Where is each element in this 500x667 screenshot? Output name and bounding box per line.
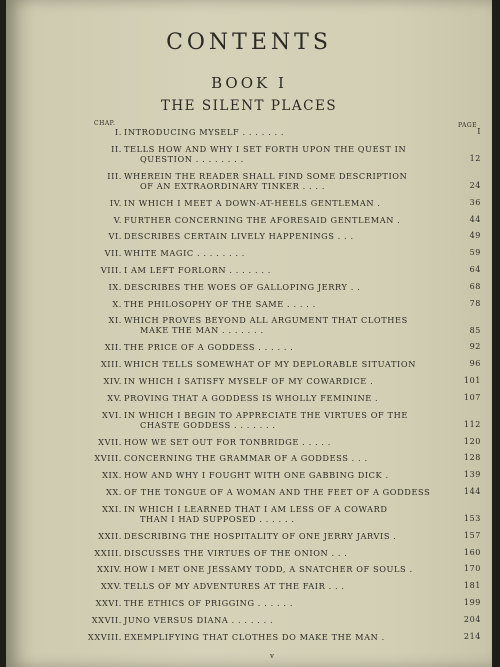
chapter-number: XVIII.	[94, 453, 122, 464]
chapter-title-line: WHEREIN THE READER SHALL FIND SOME DESCRIPTION	[124, 170, 408, 181]
chapter-number: XXVIII.	[87, 631, 122, 642]
page-number: 120	[463, 436, 481, 446]
chapter-title-line: DESCRIBING THE HOSPITALITY OF ONE JERRY JARVIS .	[124, 530, 397, 541]
chapter-number: XV.	[107, 392, 122, 403]
chapter-number: V.	[113, 214, 122, 225]
chapter-title	[124, 615, 449, 625]
chapter-number: XXIII.	[94, 547, 122, 558]
chapter-title	[124, 198, 449, 208]
chapter-number: III.	[107, 170, 122, 181]
chapter-number: XXV.	[100, 581, 122, 592]
chapter-column-header: CHAP.	[94, 120, 116, 127]
chapter-title-line: HOW WE SET OUT FOR TONBRIDGE . . . . .	[124, 436, 332, 447]
chapter-title-line: IN WHICH I BEGIN TO APPRECIATE THE VIRTUES OF THE	[124, 409, 408, 420]
page-number: 157	[463, 530, 481, 540]
chapter-title	[124, 376, 449, 386]
page-number: 44	[469, 214, 481, 224]
chapter-title	[124, 437, 449, 447]
chapter-title-line: OF THE TONGUE OF A WOMAN AND THE FEET OF A GODDESS	[124, 487, 431, 497]
page-number: 49	[469, 231, 481, 241]
chapter-title	[124, 282, 449, 292]
chapter-title-line: CONCERNING THE GRAMMAR OF A GODDESS . . .	[124, 453, 368, 464]
page-number: 160	[463, 547, 481, 557]
page-number: 199	[463, 598, 481, 607]
chapter-number: VII.	[104, 248, 122, 259]
page-number: 85	[469, 325, 481, 335]
chapter-title-line: IN WHICH I MEET A DOWN-AT-HEELS GENTLEMAN .	[124, 197, 381, 208]
chapter-number: XIX.	[102, 470, 122, 481]
chapter-title	[124, 598, 449, 608]
page-number: 36	[469, 197, 481, 207]
chapter-title	[124, 231, 449, 241]
book-page	[6, 0, 492, 667]
page-number: 107	[463, 392, 481, 402]
page-number: 181	[463, 581, 481, 591]
page-column-header: PAGE	[458, 122, 477, 129]
chapter-title-line: WHICH TELLS SOMEWHAT OF MY DEPLORABLE SITUATION	[124, 359, 416, 370]
chapter-title-line: THE ETHICS OF PRIGGING . . . . . .	[124, 598, 294, 608]
page-number: 214	[463, 631, 481, 641]
chapter-title	[124, 531, 449, 541]
chapter-title	[124, 359, 449, 369]
chapter-title	[124, 342, 449, 352]
chapter-title-line: EXEMPLIFYING THAT CLOTHES DO MAKE THE MAN .	[124, 631, 385, 642]
page-number: 96	[469, 359, 481, 369]
chapter-title	[124, 171, 449, 191]
chapter-title-line: IN WHICH I LEARNED THAT I AM LESS OF A COWARD	[124, 503, 388, 514]
page-number: 128	[463, 453, 481, 463]
chapter-title-line: DESCRIBES CERTAIN LIVELY HAPPENINGS . . .	[124, 231, 354, 242]
page-number: 112	[463, 419, 481, 429]
chapter-number: XX.	[105, 487, 122, 497]
chapter-title-line: I AM LEFT FORLORN . . . . . . .	[124, 265, 271, 275]
chapter-title	[124, 410, 449, 430]
page-number: 64	[469, 265, 481, 274]
chapter-number: IV.	[109, 197, 122, 208]
page-number: 78	[469, 298, 481, 308]
page-number: 24	[469, 180, 481, 190]
chapter-title	[124, 393, 449, 403]
chapter-title-line: JUNO VERSUS DIANA . . . . . . .	[124, 614, 274, 625]
chapter-number: VIII.	[100, 265, 122, 275]
chapter-title	[124, 215, 449, 225]
chapter-number: XI.	[108, 315, 122, 326]
page-number: 12	[469, 153, 481, 163]
chapter-title-line: WHITE MAGIC . . . . . . . .	[124, 248, 246, 259]
chapter-number: VI.	[108, 231, 122, 242]
contents-title: CONTENTS	[166, 30, 332, 55]
chapter-title	[124, 453, 449, 463]
chapter-title	[124, 581, 449, 591]
chapter-title	[124, 248, 449, 258]
chapter-title	[124, 504, 449, 524]
chapter-title	[124, 548, 449, 558]
chapter-title-line: FURTHER CONCERNING THE AFORESAID GENTLEMAN .	[124, 214, 401, 225]
chapter-title-line: IN WHICH I SATISFY MYSELF OF MY COWARDICE .	[124, 376, 374, 386]
section-title: THE SILENT PLACES	[160, 98, 338, 114]
page-number: 153	[463, 513, 481, 523]
chapter-title	[124, 315, 449, 335]
chapter-number: XVI.	[102, 409, 122, 420]
chapter-title-line: DISCUSSES THE VIRTUES OF THE ONION . . .	[124, 547, 348, 558]
chapter-title-line: CHASTE GODDESS . . . . . . .	[140, 419, 276, 430]
chapter-title-line: DESCRIBES THE WOES OF GALLOPING JERRY . .	[124, 281, 361, 292]
chapter-number: II.	[111, 143, 122, 154]
chapter-title-line: THAN I HAD SUPPOSED . . . . . .	[140, 513, 295, 524]
book-heading: BOOK I	[211, 74, 287, 92]
page-number: 204	[463, 614, 481, 624]
chapter-number: XII.	[104, 342, 122, 353]
page-number: 68	[469, 281, 481, 291]
footer-mark: v	[270, 652, 274, 660]
chapter-number: XXIV.	[97, 564, 122, 575]
page-number: 144	[463, 487, 481, 496]
chapter-title	[124, 470, 449, 480]
chapter-title	[124, 144, 449, 164]
chapter-title	[124, 127, 449, 137]
chapter-number: XXVII.	[91, 614, 122, 625]
chapter-number: XVII.	[98, 436, 122, 447]
chapter-number: XXVI.	[95, 598, 122, 608]
chapter-number: XXI.	[102, 503, 122, 514]
chapter-number: X.	[112, 298, 122, 309]
chapter-title-line: HOW I MET ONE JESSAMY TODD, A SNATCHER OF SOULS .	[124, 564, 413, 575]
chapter-number: XXII.	[98, 530, 122, 541]
chapter-title-line: PROVING THAT A GODDESS IS WHOLLY FEMININE .	[124, 392, 379, 403]
chapter-title-line: MAKE THE MAN . . . . . . .	[140, 325, 264, 336]
chapter-title-line: QUESTION . . . . . . . .	[140, 153, 244, 164]
chapter-title-line: OF AN EXTRAORDINARY TINKER . . . .	[140, 180, 326, 191]
page-number: 101	[463, 376, 481, 385]
chapter-number: XIV.	[103, 376, 122, 386]
chapter-number: I.	[114, 127, 122, 137]
chapter-title-line: THE PHILOSOPHY OF THE SAME . . . . .	[124, 298, 316, 309]
chapter-title	[124, 299, 449, 309]
page-number: 139	[463, 470, 481, 480]
chapter-title-line: THE PRICE OF A GODDESS . . . . . .	[124, 342, 294, 353]
chapter-title	[124, 564, 449, 574]
chapter-number: XIII.	[100, 359, 122, 370]
chapter-title	[124, 632, 449, 642]
chapter-title-line: HOW AND WHY I FOUGHT WITH ONE GABBING DICK .	[124, 470, 389, 481]
page-number: 92	[469, 342, 481, 352]
chapter-title-line: INTRODUCING MYSELF . . . . . . .	[124, 127, 285, 137]
page-number: 170	[463, 564, 481, 574]
page-number: I	[477, 127, 481, 136]
chapter-title-line: TELLS HOW AND WHY I SET FORTH UPON THE QUEST IN	[124, 143, 407, 154]
page-number: 59	[469, 248, 481, 258]
chapter-title-line: WHICH PROVES BEYOND ALL ARGUMENT THAT CLOTHES	[124, 315, 408, 326]
chapter-number: IX.	[108, 281, 122, 292]
chapter-title	[124, 487, 449, 497]
chapter-title	[124, 265, 449, 275]
chapter-title-line: TELLS OF MY ADVENTURES AT THE FAIR . . .	[124, 581, 345, 592]
